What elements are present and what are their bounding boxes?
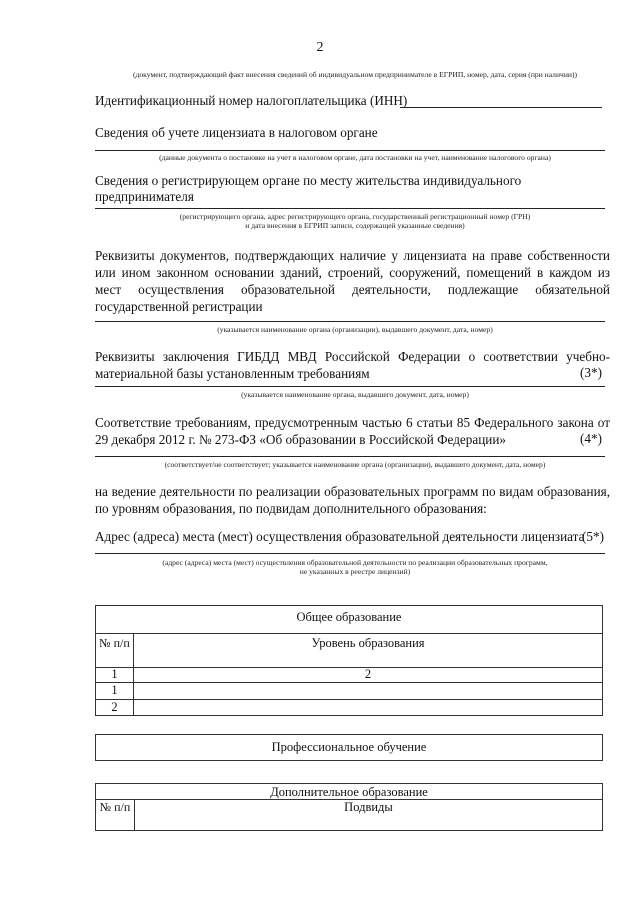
- general-education-table: [95, 605, 603, 716]
- law-note: (4*): [580, 431, 602, 446]
- law-field-line[interactable]: [95, 456, 605, 457]
- page-number: 2: [316, 40, 324, 55]
- col-subtype-header: Подвиды: [344, 800, 393, 814]
- egrip-caption: (документ, подтверждающий факт внесения сведений об индивидуальном предпринимателе в ЕГРИП, номер, дата, серия (при наличии)): [132, 70, 578, 79]
- law-block: [95, 414, 610, 448]
- address-caption-1: (адрес (адреса) места (мест) осуществления образовательной деятельности по реализации образовательных программ,: [162, 558, 548, 567]
- reg-caption-2: и дата внесения в ЕГРИП записи, содержащей указанные сведения): [245, 221, 465, 230]
- professional-training-title: Профессиональное обучение: [271, 740, 427, 754]
- professional-training-box: [95, 734, 603, 761]
- law-caption: (соответствует/не соответствует; указывается наименование органа (организации), выдавшего документ, дата, номер): [164, 460, 546, 469]
- property-text: Реквизиты документов, подтверждающих наличие у лицензиата на праве собственности или ином законном основании зданий, строений, сооружений, помещений в каждом из мест осуществления образовательной деятельности, подлежащие обязательной государственной регистрации: [95, 248, 610, 314]
- additional-education-table: [95, 783, 603, 831]
- gibdd-block: [95, 348, 610, 382]
- inn-field-line[interactable]: [400, 107, 602, 108]
- law-text: Соответствие требованиям, предусмотренным частью 6 статьи 85 Федерального закона от 29 декабря 2012 г. № 273-ФЗ «Об образовании в Российской Федерации»: [95, 415, 610, 447]
- gibdd-text: Реквизиты заключения ГИБДД МВД Российской Федерации о соответствии учебно-материальной базы установленным требованиям: [95, 349, 610, 381]
- property-field-line[interactable]: [95, 321, 605, 322]
- gibdd-caption: (указывается наименование органа, выдавшего документ, дата, номер): [241, 390, 469, 399]
- property-caption: (указывается наименование органа (организации), выдавшего документ, дата, номер): [217, 325, 493, 334]
- activity-text: на ведение деятельности по реализации образовательных программ по видам образования, по уровням образования, по подвидам дополнительного образования:: [95, 484, 610, 516]
- table-row-divider: [96, 682, 602, 683]
- gibdd-field-line[interactable]: [95, 386, 605, 387]
- table-row-level: 2: [364, 667, 372, 681]
- address-field-line[interactable]: [95, 553, 605, 554]
- reg-label-1: Сведения о регистрирующем органе по месту жительства индивидуального: [95, 173, 522, 188]
- table-row-num: 1: [111, 683, 118, 697]
- reg-label-2: предпринимателя: [95, 189, 194, 204]
- inn-label: Идентификационный номер налогоплательщика (ИНН): [95, 93, 408, 108]
- table-divider: [96, 633, 602, 634]
- table-row-num: 1: [111, 667, 118, 681]
- address-note: (5*): [582, 529, 604, 544]
- col-num-header: № п/п: [99, 636, 130, 650]
- tax-label: Сведения об учете лицензиата в налоговом органе: [95, 125, 378, 140]
- tax-field-line[interactable]: [95, 150, 605, 151]
- tax-caption: (данные документа о постановке на учет в налоговом органе, дата постановки на учет, наименование налогового органа): [159, 153, 551, 162]
- table-row-num: 2: [111, 700, 118, 714]
- reg-field-line[interactable]: [95, 208, 605, 209]
- gibdd-note: (3*): [580, 365, 602, 380]
- address-label: Адрес (адреса) места (мест) осуществления образовательной деятельности лицензиата: [95, 529, 585, 544]
- additional-education-title: Дополнительное образование: [270, 785, 428, 799]
- col-num-header: № п/п: [99, 800, 131, 814]
- col-level-header: Уровень образования: [311, 636, 425, 650]
- reg-caption-1: (регистрирующего органа, адрес регистрирующего органа, государственный регистрационный номер (ГРН): [179, 212, 531, 221]
- address-caption-2: не указанных в реестре лицензий): [299, 567, 411, 576]
- table-row-divider: [96, 699, 602, 700]
- general-education-title: Общее образование: [296, 610, 402, 624]
